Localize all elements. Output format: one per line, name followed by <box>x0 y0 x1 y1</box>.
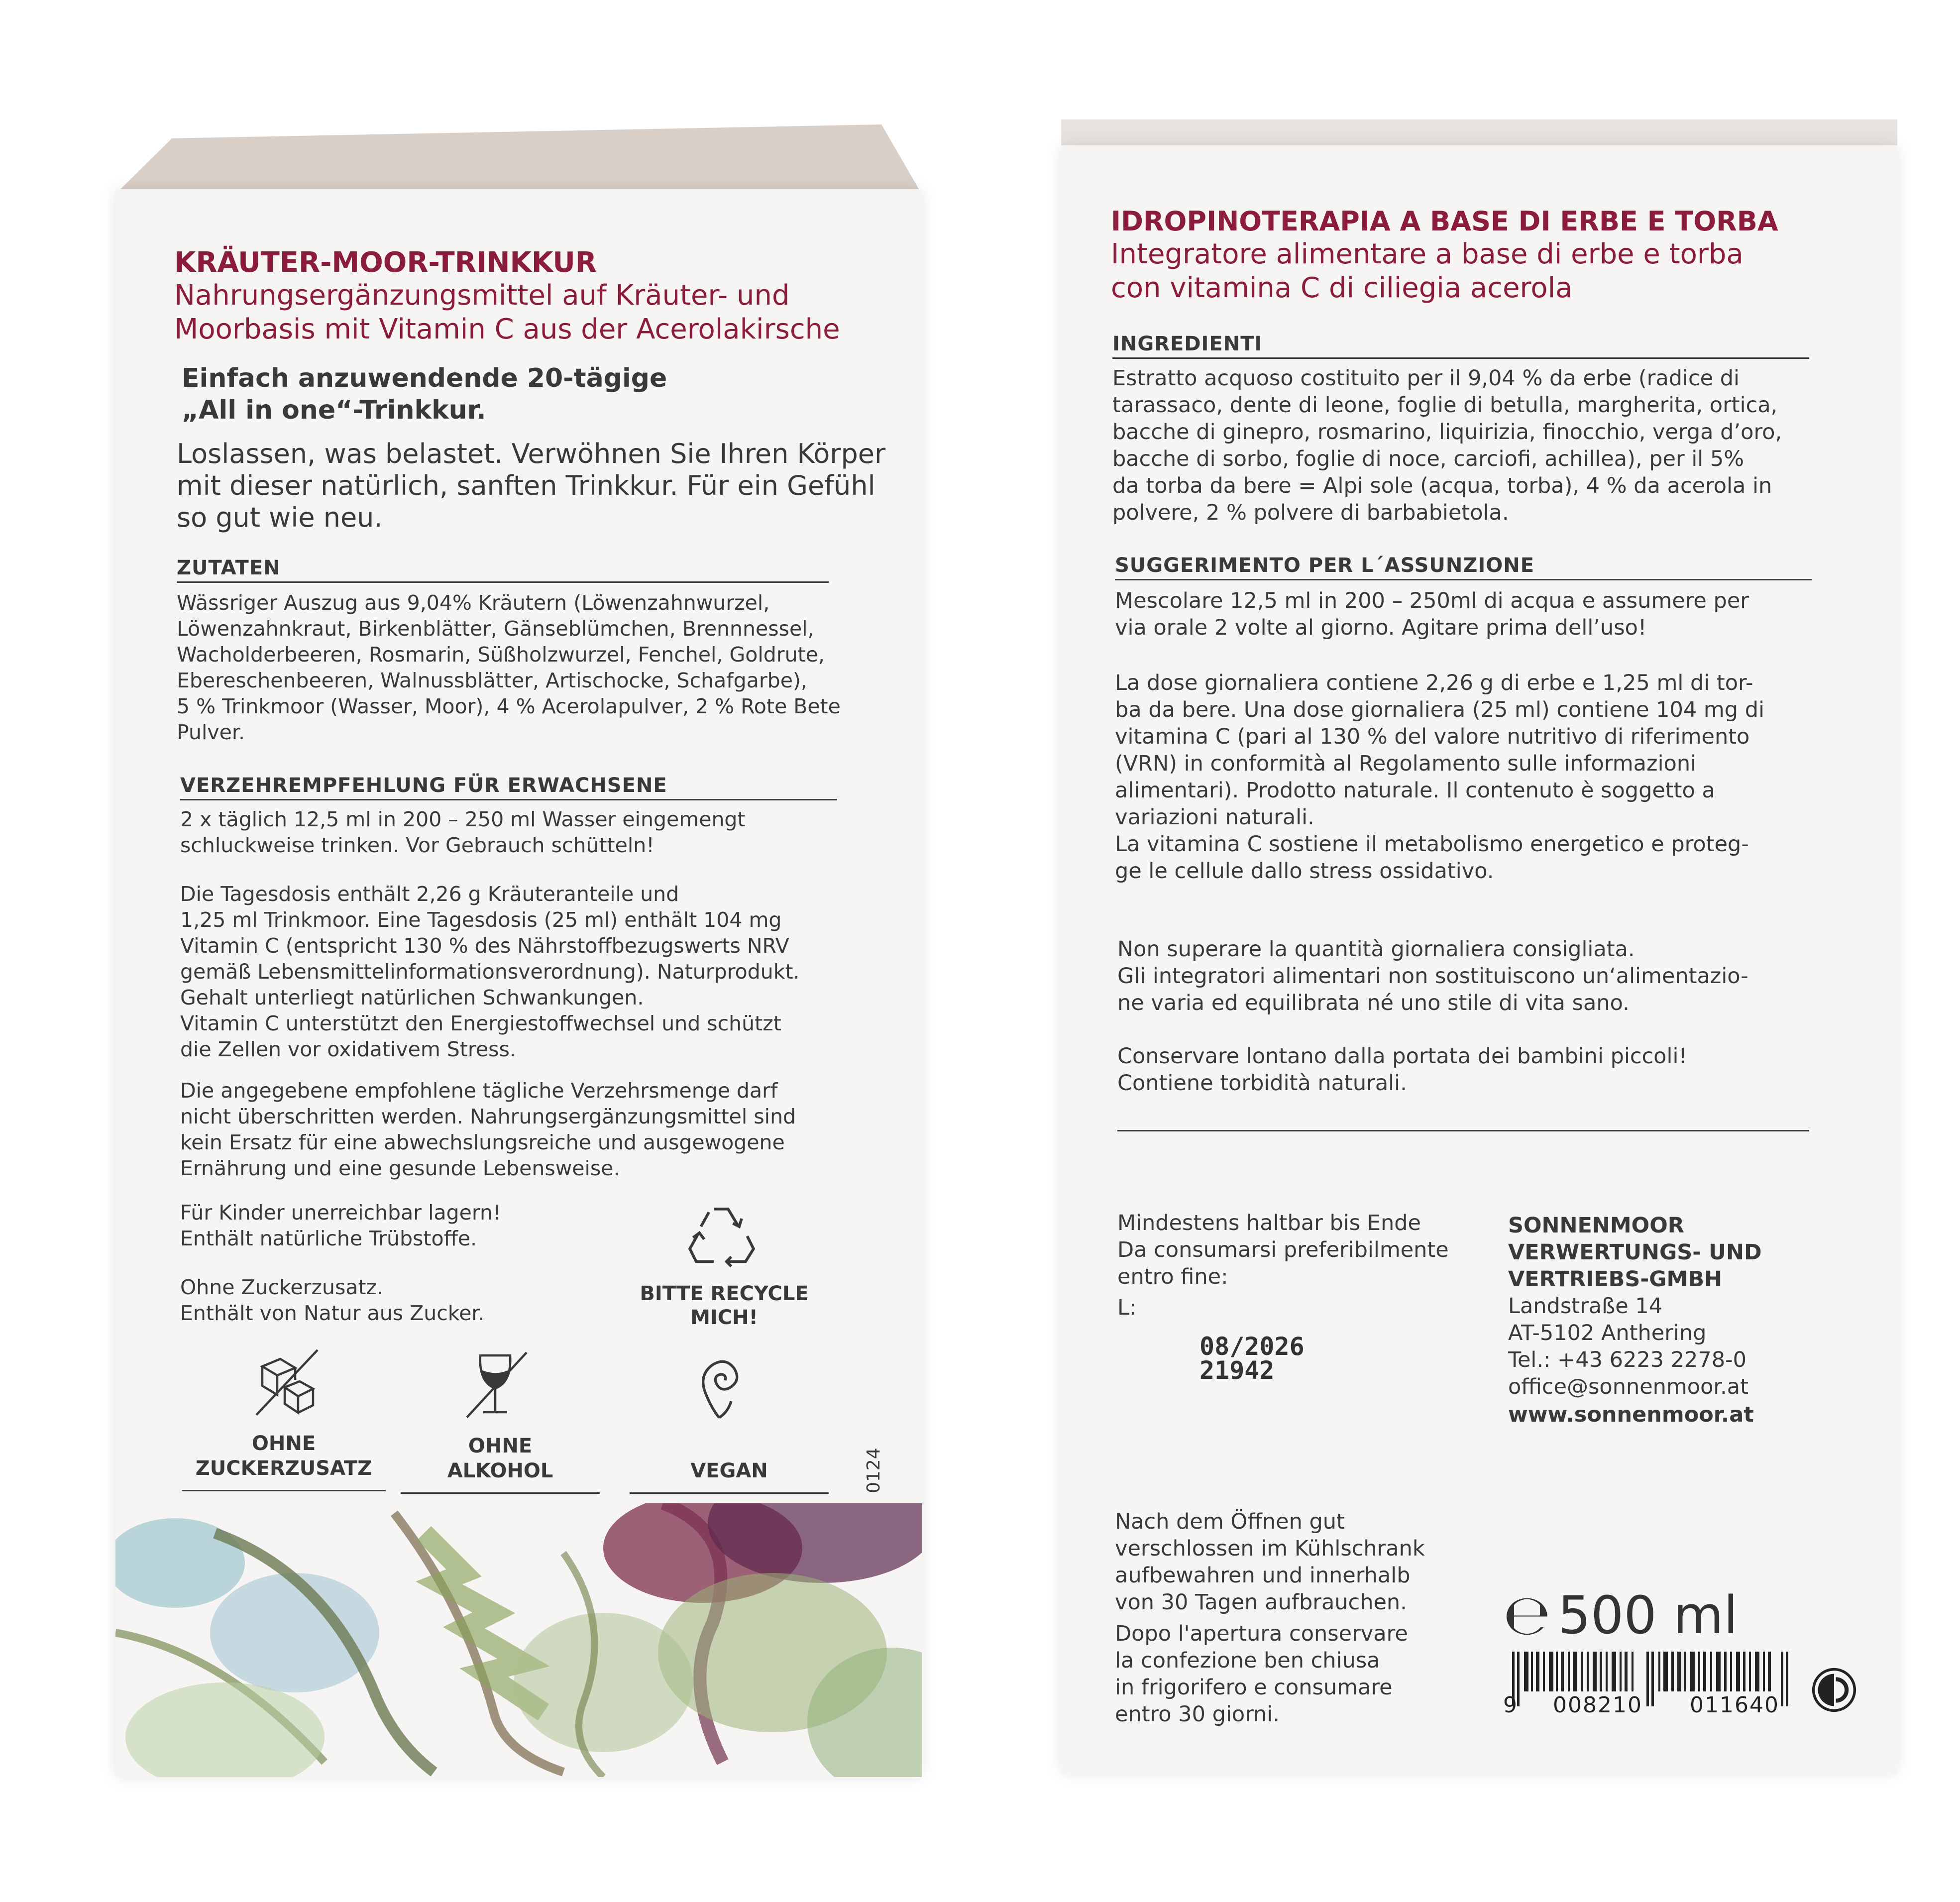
left-ingredients-heading: ZUTATEN <box>177 557 829 583</box>
company-address: Landstraße 14 AT-5102 Anthering Tel.: +43 6223 2278-0 office@sonnenmoor.at <box>1508 1294 1749 1399</box>
company-website: www.sonnenmoor.at <box>1508 1402 1754 1427</box>
lot-label: L: <box>1117 1295 1137 1320</box>
right-ingredients-text: Estratto acquoso costituito per il 9,04 % da erbe (radice di tarassaco, dente di leone, foglie di betulla, margherita, ortica, bacche di ginepro, rosmarino, liquirizia, finocchio, verga d’oro, bacche di sorbo, foglie di noce, carciofi, achillea), per il 5% da torba da bere = Alpi sole (acqua, torba), 4 % da acerola in polvere, 2 % polvere di barbabietola. <box>1112 366 1782 525</box>
badge-no-sugar-label: OHNE ZUCKERZUSATZ <box>182 1431 386 1491</box>
right-warning-text: Non superare la quantità giornaliera consigliata. Gli integratori alimentari non sostituiscono un‘alimentazio- ne varia ed equilibrata né uno stile di vita sano. <box>1117 937 1748 1015</box>
left-ingredients-text: Wässriger Auszug aus 9,04% Kräutern (Löwenzahnwurzel, Löwenzahnkraut, Birkenblätter, Gänseblümchen, Brennnessel, Wacholderbeeren, Rosmarin, Süßholzwurzel, Fenchel, Goldrute, Ebereschenbeeren, Walnussblätter, Artischocke, Schafgarbe), 5 % Trinkmoor (Wasser, Moor), 4 % Acerolapulver, 2 % Rote Bete Pulver. <box>177 591 841 744</box>
print-lot: 21942 <box>1199 1356 1275 1385</box>
left-dosage-text: 2 x täglich 12,5 ml in 200 – 250 ml Wasser eingemengt schluckweise trinken. Vor Gebrauch schütteln! <box>180 807 746 857</box>
after-opening-de: Nach dem Öffnen gut verschlossen im Kühlschrank aufbewahren und innerhalb von 30 Tagen aufbrauchen. <box>1115 1509 1425 1615</box>
barcode-digits-right: 011640 <box>1690 1692 1779 1718</box>
left-daily-dose-text: Die Tagesdosis enthält 2,26 g Kräuteranteile und 1,25 ml Trinkmoor. Eine Tagesdosis (25 ml) enthält 104 mg Vitamin C (entspricht 130 % des Nährstoffbezugswerts NRV gemäß Lebensmittelinformationsverordnung). Naturprodukt. Gehalt unterliegt natürlichen Schwankungen. Vitamin C unterstützt den Energiestoffwechsel und schützt die Zellen vor oxidativem Stress. <box>180 882 800 1061</box>
left-intro: Loslassen, was belastet. Verwöhnen Sie Ihren Körper mit dieser natürlich, sanften Trinkkur. Für ein Gefühl so gut wie neu. <box>177 438 886 533</box>
left-subtitle: Nahrungsergänzungsmittel auf Kräuter- und Moorbasis mit Vitamin C aus der Acerolakirsche <box>174 279 840 345</box>
barcode-digit-first: 9 <box>1503 1692 1517 1718</box>
left-sugar-text: Ohne Zuckerzusatz. Enthält von Natur aus Zucker. <box>180 1275 485 1325</box>
badge-vegan-label: VEGAN <box>630 1458 829 1494</box>
print-date: 08/2026 <box>1199 1332 1305 1361</box>
no-sugar-icon <box>249 1344 324 1419</box>
left-warning-text: Die angegebene empfohlene tägliche Verzehrsmenge darf nicht überschritten werden. Nahrungsergänzungsmittel sind kein Ersatz für eine abwechslungsreiche und ausgewogene Ernährung und eine gesunde Lebensweise. <box>180 1079 796 1180</box>
right-daily-dose-text: La dose giornaliera contiene 2,26 g di erbe e 1,25 ml di tor- ba da bere. Una dose giornaliera (25 ml) contiene 104 mg di vitamina C (pari al 130 % del valore nutritivo di riferimento (VRN) in conformità al Regolamento sulle informazioni alimentari). Prodotto naturale. Il contenuto è soggetto a variazioni naturali. La vitamina C sostiene il metabolismo energetico e proteg- ge le cellule dallo stress ossidativo. <box>1115 671 1765 884</box>
right-dosage-heading: SUGGERIMENTO PER L´ASSUNZIONE <box>1115 554 1812 580</box>
volume: 500 ml <box>1558 1585 1738 1646</box>
vegan-spiral-icon <box>682 1349 757 1424</box>
side-code: 0124 <box>864 1448 884 1493</box>
best-before-text: Mindestens haltbar bis Ende Da consumarsi preferibilmente entro fine: <box>1117 1211 1449 1289</box>
left-storage-text: Für Kinder unerreichbar lagern! Enthält natürliche Trübstoffe. <box>180 1201 501 1250</box>
after-opening-it: Dopo l'apertura conservare la confezione ben chiusa in frigorifero e consumare entro 30 giorni. <box>1115 1621 1408 1727</box>
left-lead: Einfach anzuwendende 20-tägige „All in one“-Trinkkur. <box>182 363 667 425</box>
left-title: KRÄUTER-MOOR-TRINKKUR <box>174 246 597 279</box>
right-box-top-flap <box>1061 119 1897 149</box>
left-dosage-heading: VERZEHREMPFEHLUNG FÜR ERWACHSENE <box>180 774 837 800</box>
watercolor-illustration <box>115 1503 922 1777</box>
right-subtitle: Integratore alimentare a base di erbe e torba con vitamina C di ciliegia acerola <box>1111 238 1743 304</box>
right-title: IDROPINOTERAPIA A BASE DI ERBE E TORBA <box>1111 206 1778 237</box>
estimated-sign: ℮ <box>1503 1583 1551 1648</box>
right-storage-text: Conservare lontano dalla portata dei bambini piccoli! Contiene torbidità naturali. <box>1117 1044 1687 1096</box>
right-divider <box>1117 1130 1809 1131</box>
right-dosage-text: Mescolare 12,5 ml in 200 – 250ml di acqua e assumere per via orale 2 volte al giorno. Agitare prima dell’uso! <box>1115 588 1749 640</box>
green-dot-icon <box>1812 1668 1856 1712</box>
badge-no-alcohol-label: OHNE ALKOHOL <box>401 1434 600 1494</box>
right-ingredients-heading: INGREDIENTI <box>1112 333 1809 359</box>
recycle-icon <box>682 1195 762 1274</box>
no-alcohol-icon <box>458 1346 533 1421</box>
company-name: SONNENMOOR VERWERTUNGS- UND VERTRIEBS-GMBH <box>1508 1213 1762 1292</box>
recycle-label: BITTE RECYCLE MICH! <box>640 1282 809 1329</box>
barcode-digits-left: 008210 <box>1553 1692 1642 1718</box>
left-box-top-flap <box>115 124 922 194</box>
